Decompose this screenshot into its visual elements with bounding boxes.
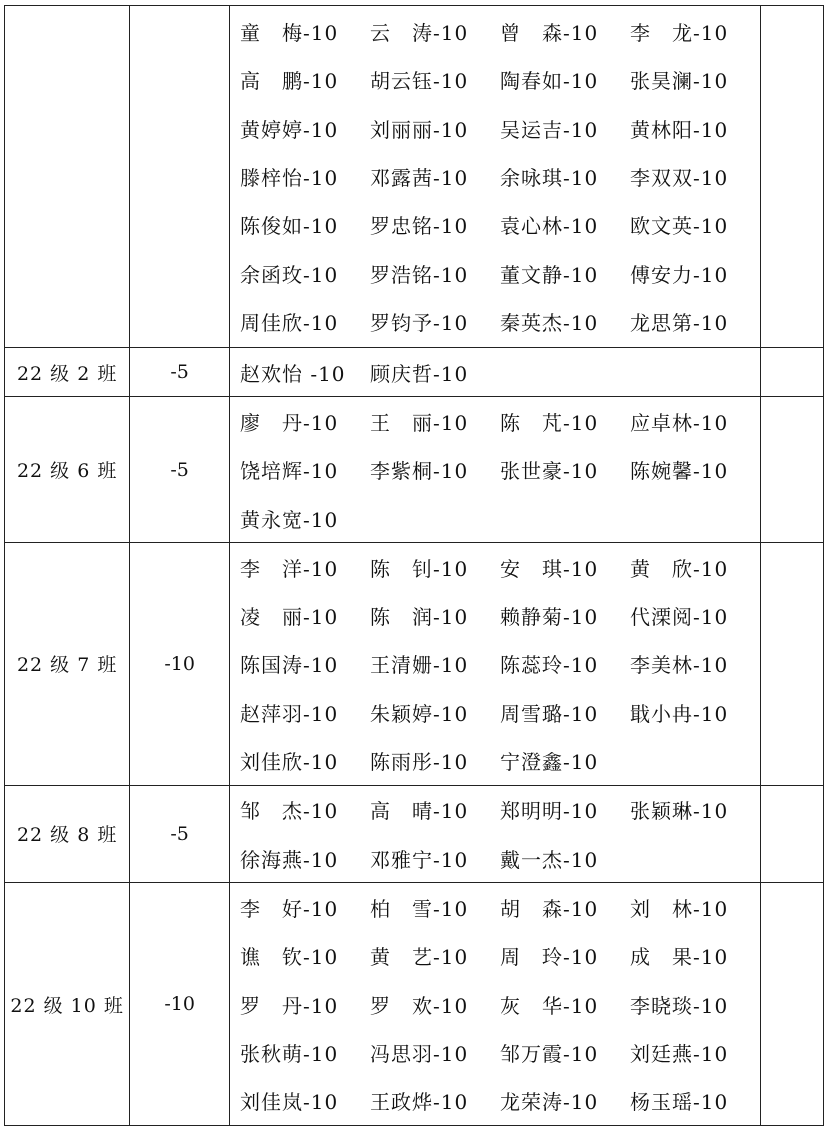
class-cell: 22 级 6 班 — [5, 397, 130, 543]
name-line — [240, 591, 760, 639]
table-row — [5, 785, 824, 883]
name-line — [240, 348, 760, 396]
student-entry: 张秋萌-10 — [239, 1041, 339, 1066]
student-names-cell — [229, 348, 760, 397]
name-line — [240, 152, 760, 200]
student-entry: 周雪璐-10 — [499, 701, 599, 726]
student-entry: 龙思第-10 — [629, 310, 729, 335]
student-entry: 刘廷燕-10 — [629, 1041, 729, 1066]
table-row — [5, 543, 824, 785]
student-entry: 安 琪-10 — [499, 556, 599, 581]
student-entry: 顾庆哲-10 — [369, 361, 469, 386]
student-entry: 饶培辉-10 — [239, 459, 339, 484]
student-entry: 徐海燕-10 — [239, 847, 339, 872]
student-entry: 李 龙-10 — [629, 21, 729, 46]
student-entry: 杨玉瑶-10 — [629, 1090, 729, 1115]
name-line — [240, 883, 760, 931]
table-row — [5, 397, 824, 543]
student-entry: 陈 润-10 — [369, 605, 469, 630]
remark-cell — [760, 785, 823, 883]
student-entry: 陈婉馨-10 — [629, 459, 729, 484]
name-line — [240, 104, 760, 152]
student-entry: 高 晴-10 — [369, 799, 469, 824]
student-names-cell — [229, 397, 760, 543]
student-entry: 黄 艺-10 — [369, 945, 469, 970]
name-line — [240, 7, 760, 55]
name-line — [240, 980, 760, 1028]
student-entry: 李 洋-10 — [239, 556, 339, 581]
student-entry: 黄林阳-10 — [629, 117, 729, 142]
student-entry: 凌 丽-10 — [239, 605, 339, 630]
student-entry: 陈 芃-10 — [499, 410, 599, 435]
class-cell: 22 级 2 班 — [5, 348, 130, 397]
remark-cell — [760, 348, 823, 397]
class-deduction-cell: -10 — [130, 883, 230, 1125]
student-entry: 赖静菊-10 — [499, 605, 599, 630]
student-entry: 代溧阅-10 — [629, 605, 729, 630]
class-deduction-cell: -5 — [130, 785, 230, 883]
student-entry: 刘 林-10 — [629, 896, 729, 921]
student-entry: 李晓琰-10 — [629, 993, 729, 1018]
student-entry: 罗浩铭-10 — [369, 262, 469, 287]
student-entry: 曾 森-10 — [499, 21, 599, 46]
student-entry: 罗 欢-10 — [369, 993, 469, 1018]
class-cell: 22 级 10 班 — [5, 883, 130, 1125]
student-entry: 高 鹏-10 — [239, 69, 339, 94]
student-entry: 董文静-10 — [499, 262, 599, 287]
remark-cell — [760, 6, 823, 348]
student-entry: 张颖琳-10 — [629, 799, 729, 824]
student-entry: 周佳欣-10 — [239, 310, 339, 335]
class-deduction-cell — [130, 6, 230, 348]
student-names-cell — [229, 6, 760, 348]
student-entry: 灰 华-10 — [499, 993, 599, 1018]
student-entry: 朱颖婷-10 — [369, 701, 469, 726]
student-entry: 戢小冉-10 — [629, 701, 729, 726]
student-entry: 戴一杰-10 — [499, 847, 599, 872]
table-body — [5, 6, 824, 1126]
student-entry: 刘丽丽-10 — [369, 117, 469, 142]
class-deduction-cell: -10 — [130, 543, 230, 785]
student-entry: 罗钧予-10 — [369, 310, 469, 335]
name-line — [240, 786, 760, 834]
remark-cell — [760, 883, 823, 1125]
student-entry: 欧文英-10 — [629, 214, 729, 239]
student-entry: 胡 森-10 — [499, 896, 599, 921]
name-line — [240, 640, 760, 688]
student-entry: 黄永宽-10 — [239, 507, 339, 532]
student-entry: 余函玫-10 — [239, 262, 339, 287]
name-line — [240, 688, 760, 736]
student-entry: 冯思羽-10 — [369, 1041, 469, 1066]
deduction-table — [4, 5, 824, 1126]
student-entry: 郑明明-10 — [499, 799, 599, 824]
student-entry: 云 涛-10 — [369, 21, 469, 46]
class-cell: 22 级 8 班 — [5, 785, 130, 883]
student-entry: 傅安力-10 — [629, 262, 729, 287]
student-entry: 陶春如-10 — [499, 69, 599, 94]
name-line — [240, 297, 760, 345]
student-entry: 应卓林-10 — [629, 410, 729, 435]
student-entry: 滕梓怡-10 — [239, 165, 339, 190]
student-entry: 王清姗-10 — [369, 653, 469, 678]
student-entry: 赵欢怡 -10 — [239, 361, 346, 386]
student-entry: 罗忠铭-10 — [369, 214, 469, 239]
name-line — [240, 249, 760, 297]
remark-cell — [760, 543, 823, 785]
student-entry: 童 梅-10 — [239, 21, 339, 46]
student-entry: 邓雅宁-10 — [369, 847, 469, 872]
remark-cell — [760, 397, 823, 543]
student-entry: 成 果-10 — [629, 945, 729, 970]
table-row — [5, 348, 824, 397]
student-entry: 李紫桐-10 — [369, 459, 469, 484]
student-entry: 胡云钰-10 — [369, 69, 469, 94]
name-line — [240, 834, 760, 882]
class-deduction-cell: -5 — [130, 348, 230, 397]
student-entry: 宁澄鑫-10 — [499, 750, 599, 775]
student-entry: 王 丽-10 — [369, 410, 469, 435]
name-line — [240, 201, 760, 249]
student-entry: 秦英杰-10 — [499, 310, 599, 335]
student-entry: 吴运吉-10 — [499, 117, 599, 142]
name-line — [240, 1076, 760, 1124]
student-entry: 柏 雪-10 — [369, 896, 469, 921]
class-cell: 22 级 7 班 — [5, 543, 130, 785]
name-line — [240, 543, 760, 591]
student-entry: 邹 杰-10 — [239, 799, 339, 824]
name-line — [240, 1028, 760, 1076]
student-names-cell — [229, 543, 760, 785]
student-entry: 龙荣涛-10 — [499, 1090, 599, 1115]
name-line — [240, 446, 760, 494]
student-entry: 周 玲-10 — [499, 945, 599, 970]
student-entry: 陈雨彤-10 — [369, 750, 469, 775]
student-entry: 陈俊如-10 — [239, 214, 339, 239]
student-entry: 黄 欣-10 — [629, 556, 729, 581]
student-entry: 陈蕊玲-10 — [499, 653, 599, 678]
student-entry: 谯 钦-10 — [239, 945, 339, 970]
name-line — [240, 397, 760, 445]
student-entry: 罗 丹-10 — [239, 993, 339, 1018]
table-row — [5, 6, 824, 348]
student-names-cell — [229, 883, 760, 1125]
student-entry: 李双双-10 — [629, 165, 729, 190]
student-entry: 邓露茜-10 — [369, 165, 469, 190]
student-entry: 李美林-10 — [629, 653, 729, 678]
student-entry: 张世豪-10 — [499, 459, 599, 484]
student-entry: 陈 钊-10 — [369, 556, 469, 581]
table-row — [5, 883, 824, 1125]
student-names-cell — [229, 785, 760, 883]
student-entry: 张昊澜-10 — [629, 69, 729, 94]
student-entry: 余咏琪-10 — [499, 165, 599, 190]
class-cell — [5, 6, 130, 348]
student-entry: 赵萍羽-10 — [239, 701, 339, 726]
student-entry: 廖 丹-10 — [239, 410, 339, 435]
name-line — [240, 932, 760, 980]
student-entry: 刘佳欣-10 — [239, 750, 339, 775]
student-entry: 王政烨-10 — [369, 1090, 469, 1115]
student-entry: 黄婷婷-10 — [239, 117, 339, 142]
class-deduction-cell: -5 — [130, 397, 230, 543]
name-line — [240, 736, 760, 784]
name-line — [240, 56, 760, 104]
student-entry: 袁心林-10 — [499, 214, 599, 239]
student-entry: 邹万霞-10 — [499, 1041, 599, 1066]
student-entry: 李 好-10 — [239, 896, 339, 921]
student-entry: 刘佳岚-10 — [239, 1090, 339, 1115]
name-line — [240, 494, 760, 542]
student-entry: 陈国涛-10 — [239, 653, 339, 678]
